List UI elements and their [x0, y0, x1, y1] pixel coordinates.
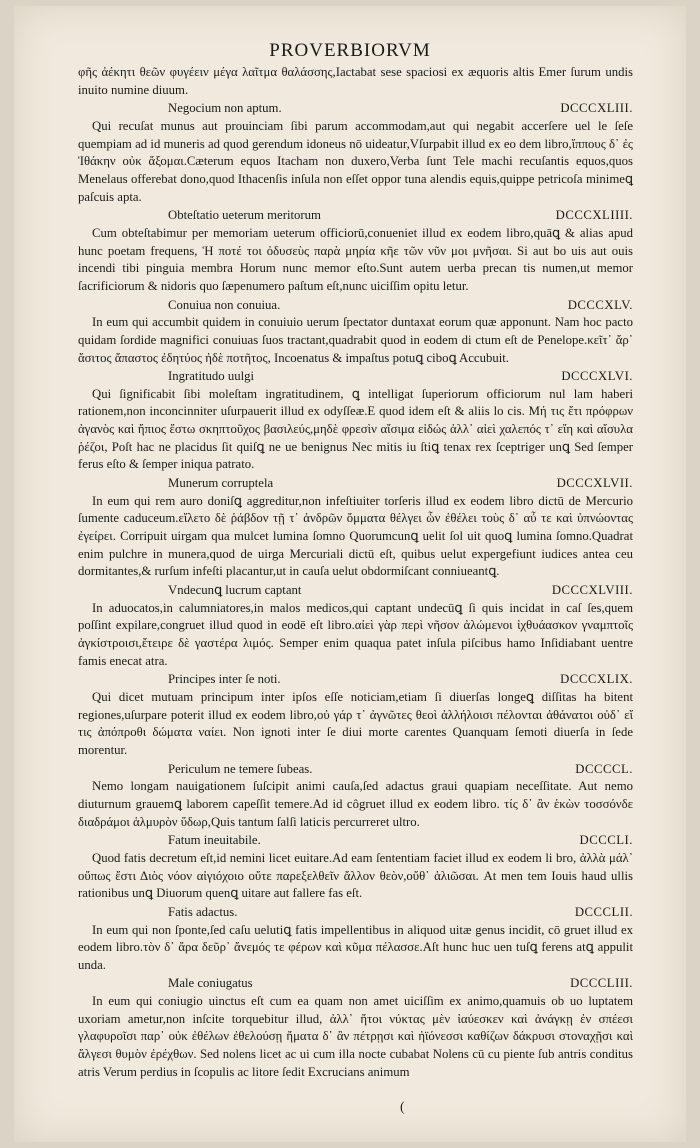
proverb-heading	[78, 297, 633, 315]
proverb-heading	[78, 368, 633, 386]
proverb-number: DCCCLI.	[579, 833, 633, 848]
proverb-number: DCCCXLIII.	[560, 101, 633, 116]
proverb-title: Vndecunꝗ lucrum captant	[168, 583, 302, 598]
proverb-text: In eum qui coniugio uinctus eſt cum ea quam non amet uiciſſim ex animo,quamuis ob uo luptatem uxoriam ametur,non inſcite torquebitur illud, ἀλλ᾽ ἤτοι νύκτας μὲν ἰαύεσκεν καὶ ἀνάγκῃ ἐν σπέεσι γλαφυροῖσι παρ᾽ οὐκ ἐθέλων ἐθελούσῃ ἤματα δ᾽ ἂν πέτρῃσι καὶ ἠϊόνεσσι καθίζων δάκρυσι στοναχῇσι καὶ ἄλγεσι θυμὸν ἐρέχθων. Sed nolens licet ac ui cum illa nocte cubabat Nolens cū cu piente ſub antris conditus atris Verum perdius in ſcopulis ac litore ſedit Excrucians animum	[78, 994, 633, 1079]
proverb-heading	[78, 761, 633, 779]
intro-paragraph: φῆς ἀέκητι θεῶν φυγέειν μέγα λαῖτμα θαλάσσης,Iactabat sese spaciosi ex æquoris altis Emer ſurum undis inuito numine diuum.	[78, 65, 633, 97]
proverb-heading	[78, 975, 633, 993]
proverb-entry	[78, 832, 633, 903]
proverb-number: DCCCLIII.	[570, 976, 633, 991]
proverb-number: DCCCXLVIII.	[551, 583, 633, 598]
proverb-heading	[78, 671, 633, 689]
proverb-title: Ingratitudo uulgi	[168, 369, 255, 384]
proverb-title: Principes inter ſe noti.	[168, 672, 281, 687]
proverb-number: DCCCXLVII.	[556, 476, 633, 491]
proverb-title: Munerum corruptela	[168, 476, 274, 491]
proverb-text: Qui dicet mutuam principum inter ipſos eſſe noticiam,etiam ſi diuerſas longeꝗ diſſitas ha bitent regiones,uſurpare poterit illud ex eodem libro,οὐ γάρ τ᾽ ἀγνῶτες θεοὶ ἀλλήλοισι πέλονται ἀθάνατοι οὐδ᾽ εἴ τις ἀπόπροθι δώματα ναίει. Non ignoti inter ſe diui morte carentes Quanquam ſemoti diuerſa in ſede morentur.	[78, 689, 633, 757]
proverb-entry	[78, 100, 633, 206]
proverb-text: Qui recuſat munus aut prouinciam ſibi parum accommodam,aut qui negabit accerſere uel le ſeſe quempiam ad id muneris ad quod gerendum idoneus nō uideatur,Vſurpabit illud ex eo dem libro,ἵππους δ᾽ ἐς Ἰθάκην οὐκ ἄξομαι.Cæterum equos Itacham non duxero,Verba ſunt Tele machi recuſantis equos,quos Menelaus offerebat dono,quod Ithacenſis inſula non eſſet oppor tuna alendis equis,quippe petricoſa minimeꝗ paſcuis apta.	[78, 118, 633, 204]
proverb-title: Obteſtatio ueterum meritorum	[168, 208, 321, 223]
proverb-text: In aduocatos,in calumniatores,in malos medicos,qui captant undecūꝗ ſi quis incidat in caſ ſes,quem poſſint expilare,congruet illud quod in eodē eſt libro.αἰεὶ γὰρ περὶ νῆσον ἀλώμενοι ἰχθυάασκον γναμπτοῖς ἀγκίστροισι,ἔτειρε δὲ γαστέρα λιμός. Semper enim quaqua patet inſula piſcibus hamo Inſidiabant uentre famis enecat atra.	[78, 600, 633, 668]
proverb-text: In eum qui non ſponte,ſed caſu uelutiꝗ fatis impellentibus in aliquod uitæ genus incidit, cō gruet illud ex eodem libro.τὸν δ᾽ ἄρα δεῦρ᾽ ἄνεμός τε φέρων καὶ κῦμα πέλασσε.Aſt hunc huc uen tuſꝗ ferens atꝗ appulit unda.	[78, 922, 633, 972]
catchword: (	[400, 1100, 405, 1115]
proverb-title: Conuiua non conuiua.	[168, 297, 281, 312]
proverb-title: Negocium non aptum.	[168, 101, 282, 116]
proverb-text: Nemo longam nauigationem ſuſcipit animi cauſa,ſed adactus graui quapiam neceſſitate. Aut nemo diuturnum grauemꝗ laborem capeſſit temere.Ad id côgruet illud ex eodem libro. τίς δ᾽ ἂν ἑκὼν τοσσόνδε διαδράμοι ἁλμυρὸν ὕδωρ,Quis tantum ſalſi laticis percurreret ultro.	[78, 779, 633, 829]
proverb-heading	[78, 582, 633, 600]
proverb-heading	[78, 832, 633, 850]
proverb-number: DCCCXLIX.	[560, 672, 633, 687]
page-body	[78, 64, 633, 1081]
proverb-text: In eum qui accumbit quidem in conuiuio uerum ſpectator duntaxat eorum quæ apponunt. Nam hoc pacto quidam ſordide magnifici conuiuas ſuos tractant,quadrabit quod in eodem di ctum eſt de Penelope.κεῖτ᾽ ἄρ᾽ ἄσιτος ἄπαστος ἐδητύος ἠδὲ ποτῆτος, Incoenatus & impaſtus potuꝗ ciboꝗ Accubuit.	[78, 315, 633, 365]
proverb-number: DCCCXLIIII.	[555, 208, 633, 223]
proverb-text: Qui ſignificabit ſibi moleſtam ingratitudinem, ꝗ intelligat ſuperiorum officiorum nul lam haberi rationem,non inconcinniter uſurpauerit illud ex odyſſeæ.E quod idem eſt & aliis lo cis. Μή τις ἔτι πρόφρων ἀγανὸς καὶ ἤπιος ἔστω σκηπτοῦχος βασιλεύς,μηδὲ φρεσὶν αἴσιμα εἰδώς ἀλλ᾽ αἰεὶ χαλεπός τ᾽ εἴη καὶ αἴσυλα ῥέζοι, Poſt hac ne placidus ſit quiſꝗ ne ue benignus Nec mitis iu ſtiꝗ tenax rex ſceptriger unꝗ Sed ſemper ferus eſto & ſemper iniqua patrato.	[78, 386, 633, 472]
proverb-number: DCCCXLVI.	[561, 369, 633, 384]
proverb-entry	[78, 368, 633, 474]
proverb-number: DCCCCL.	[575, 761, 633, 776]
running-head: PROVERBIORVM	[269, 40, 431, 61]
proverb-entry	[78, 297, 633, 368]
proverb-text: Quod fatis decretum eſt,id nemini licet euitare.Ad eam ſententiam faciet illud ex eodem li bro, ἀλλὰ μάλ᾽ οὔπως ἔστι Διὸς νόον αἰγιόχοιο οὔτε παρεξελθεῖν ἄλλον θεὸν,οὔθ᾽ ἁλιῶσαι. At men tem Iouis haud ullis rationibus unꝗ Diuorum quenꝗ uitare aut fallere fas eſt.	[78, 850, 633, 901]
proverb-title: Fatis adactus.	[168, 904, 238, 919]
proverb-heading	[78, 475, 633, 493]
proverb-heading	[78, 100, 633, 118]
proverb-title: Fatum ineuitabile.	[168, 833, 261, 848]
proverb-entry	[78, 671, 633, 759]
proverb-title: Periculum ne temere ſubeas.	[168, 761, 313, 776]
proverb-heading	[78, 904, 633, 922]
proverb-entry	[78, 904, 633, 975]
proverb-title: Male coniugatus	[168, 976, 253, 991]
proverb-text: Cum obteſtabimur per memoriam ueterum officiorū,conueniet illud ex eodem libro,quāꝗ & alias apud hunc poetam frequens, Ἡ ποτέ τοι ὀδυσεὺς παρὰ μηρία κῆε τῶν νῦν μοι μνῆσαι. Si aut bo uis aut ouis incendi tibi pinguia membra Horum nunc memor eſto.Sunt autem uerba precan tis numen,ut memor ſacrificiorum & nidoris quo ſæpenumero paſtum eſt,nunc uiciſſim opitu letur.	[78, 225, 633, 293]
proverb-entry	[78, 761, 633, 832]
proverb-number: DCCCLII.	[574, 904, 633, 919]
proverb-entry	[78, 207, 633, 295]
proverb-text: In eum qui rem auro doniſꝗ aggreditur,non infeſtiuiter torſeris illud ex eodem libro dictū de Mercurio ſumente caduceum.εἵλετο δὲ ῥάβδον τῇ τ᾽ ἀνδρῶν ὄμματα θέλγει ὧν ἐθέλει τοὺς δ᾽ αὖ τε καὶ ὑπνώοντας ἐγείρει. Corripuit uirgam qua mulcet lumina ſomno Quorumcunꝗ uelit ſol uit quoꝗ lumina ſomno.Quadrat enim pulchre in munera,quod de uirga Mercuriali dictū eſt, quibus uelut expergefiunt iudices antea ceu dormitantes,& rurſum infeſti placantur,ut in cauſa uelut obdormiſcant conniueantꝗ.	[78, 493, 633, 579]
proverb-entry	[78, 975, 633, 1081]
proverb-heading	[78, 207, 633, 225]
proverb-number: DCCCXLV.	[567, 297, 633, 312]
proverb-entry	[78, 582, 633, 670]
proverb-entry	[78, 475, 633, 581]
